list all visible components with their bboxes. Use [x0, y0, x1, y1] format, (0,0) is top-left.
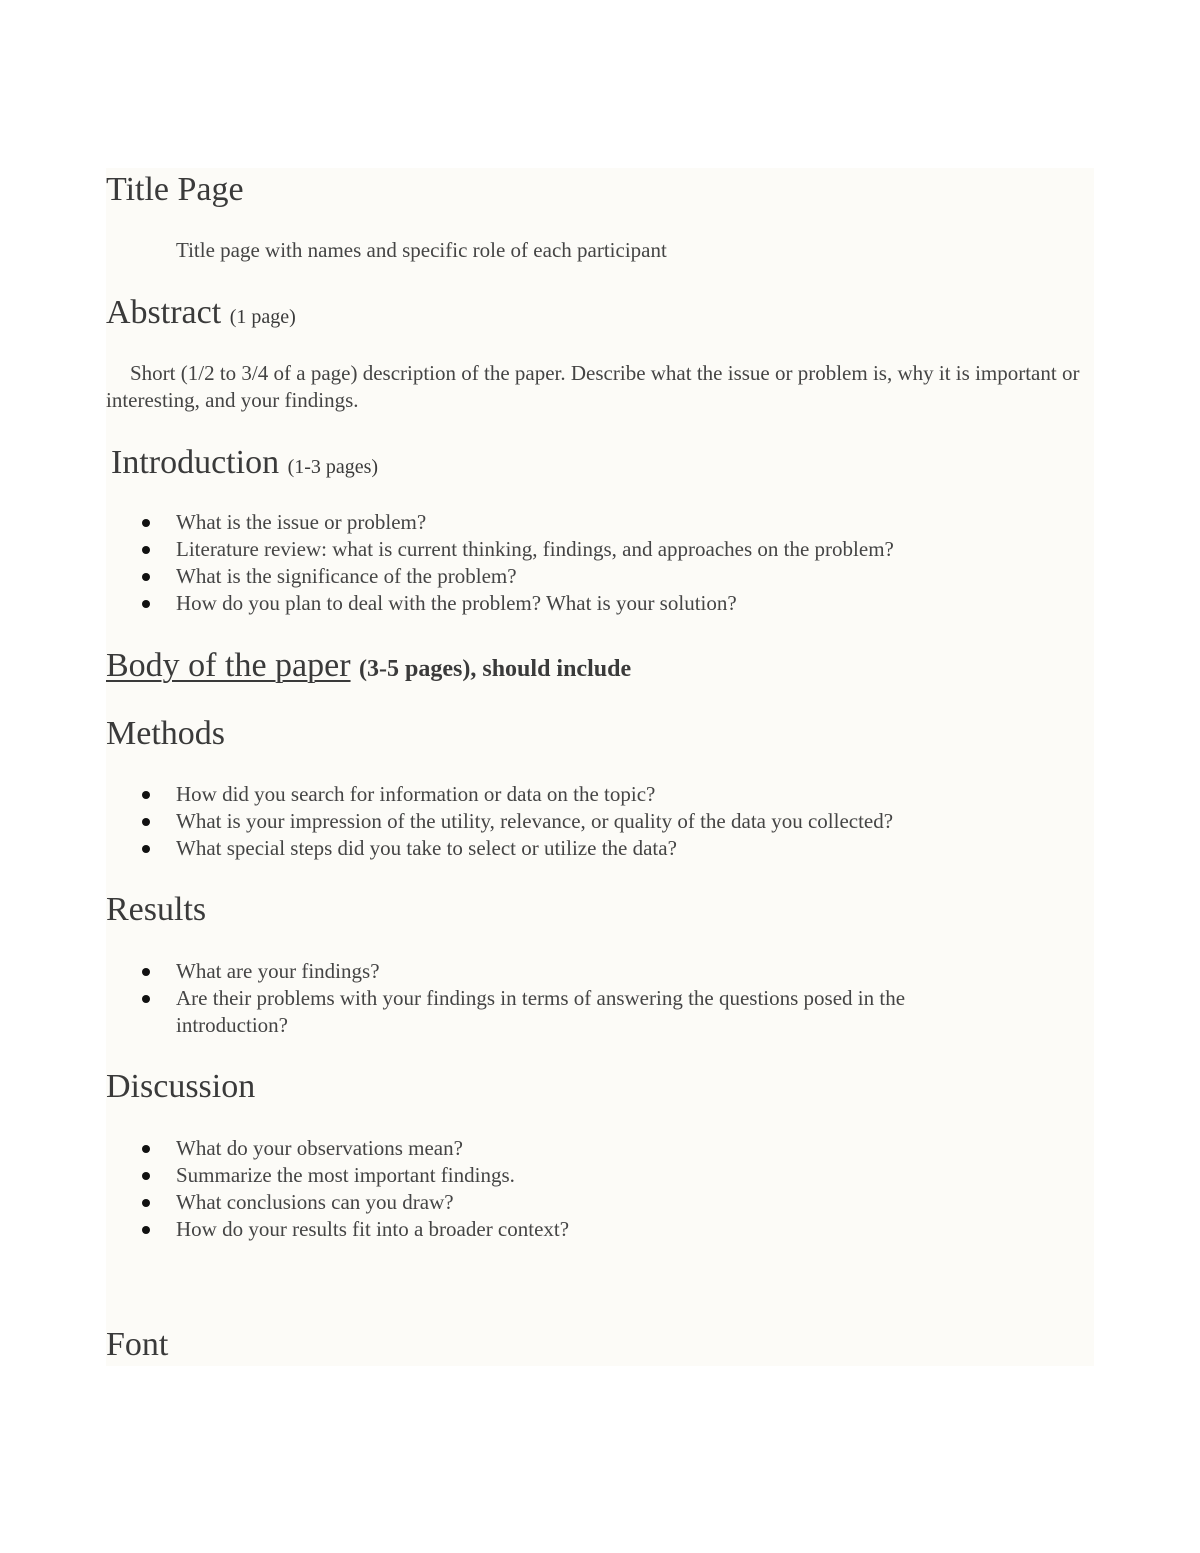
- introduction-length-note: (1-3 pages): [287, 456, 379, 478]
- bullet-icon: [142, 546, 150, 554]
- list-item: What are your findings?: [106, 958, 1006, 985]
- bullet-icon: [142, 1199, 150, 1207]
- bullet-icon: [142, 1172, 150, 1180]
- list-item: Literature review: what is current thinking, findings, and approaches on the problem?: [106, 536, 1006, 563]
- discussion-heading-text: Discussion: [106, 1068, 256, 1105]
- bullet-icon: [142, 1226, 150, 1234]
- list-item: What is the issue or problem?: [106, 509, 1006, 536]
- bullet-icon: [142, 845, 150, 853]
- abstract-text: Short (1/2 to 3/4 of a page) description of the paper. Describe what the issue or problem is, why it is important or interesting, and your findings.: [106, 361, 1080, 412]
- discussion-heading: [106, 1067, 255, 1107]
- list-item: Summarize the most important findings.: [106, 1162, 1006, 1189]
- bullet-icon: [142, 995, 150, 1003]
- results-heading-text: Results: [106, 891, 207, 928]
- introduction-heading-text: Introduction: [111, 444, 280, 481]
- bullet-icon: [142, 791, 150, 799]
- results-heading: [106, 890, 206, 930]
- abstract-heading-text: Abstract: [106, 294, 222, 331]
- bullet-icon: [142, 519, 150, 527]
- introduction-heading: [111, 443, 378, 487]
- title-page-heading-text: Title Page: [106, 171, 244, 208]
- introduction-list: [106, 509, 1006, 617]
- abstract-heading: [106, 293, 296, 337]
- list-item: What is your impression of the utility, relevance, or quality of the data you collected?: [106, 808, 1006, 835]
- bullet-icon: [142, 573, 150, 581]
- list-item: What conclusions can you draw?: [106, 1189, 1006, 1216]
- body-length-note: (3-5 pages), should include: [359, 656, 632, 682]
- methods-heading-text: Methods: [106, 715, 225, 752]
- bullet-icon: [142, 600, 150, 608]
- body-heading-text: Body of the paper: [106, 647, 351, 684]
- font-heading-text: Font: [106, 1326, 169, 1363]
- list-item: What special steps did you take to select or utilize the data?: [106, 835, 1006, 862]
- results-list: [106, 958, 1006, 1039]
- list-item: What is the significance of the problem?: [106, 563, 1006, 590]
- list-item: How do your results fit into a broader context?: [106, 1216, 1006, 1243]
- discussion-list: [106, 1135, 1006, 1243]
- title-page-text: Title page with names and specific role of each participant: [176, 238, 667, 262]
- list-item: How do you plan to deal with the problem? What is your solution?: [106, 590, 1006, 617]
- methods-heading: [106, 714, 225, 754]
- font-heading: [106, 1325, 168, 1365]
- title-page-heading: [106, 170, 244, 210]
- body-heading: [106, 646, 631, 689]
- methods-list: [106, 781, 1006, 862]
- list-item: What do your observations mean?: [106, 1135, 1006, 1162]
- bullet-icon: [142, 1145, 150, 1153]
- bullet-icon: [142, 818, 150, 826]
- abstract-length-note: (1 page): [229, 306, 296, 328]
- bullet-icon: [142, 968, 150, 976]
- list-item: Are their problems with your findings in terms of answering the questions posed in the introduction?: [106, 985, 1006, 1039]
- list-item: How did you search for information or data on the topic?: [106, 781, 1006, 808]
